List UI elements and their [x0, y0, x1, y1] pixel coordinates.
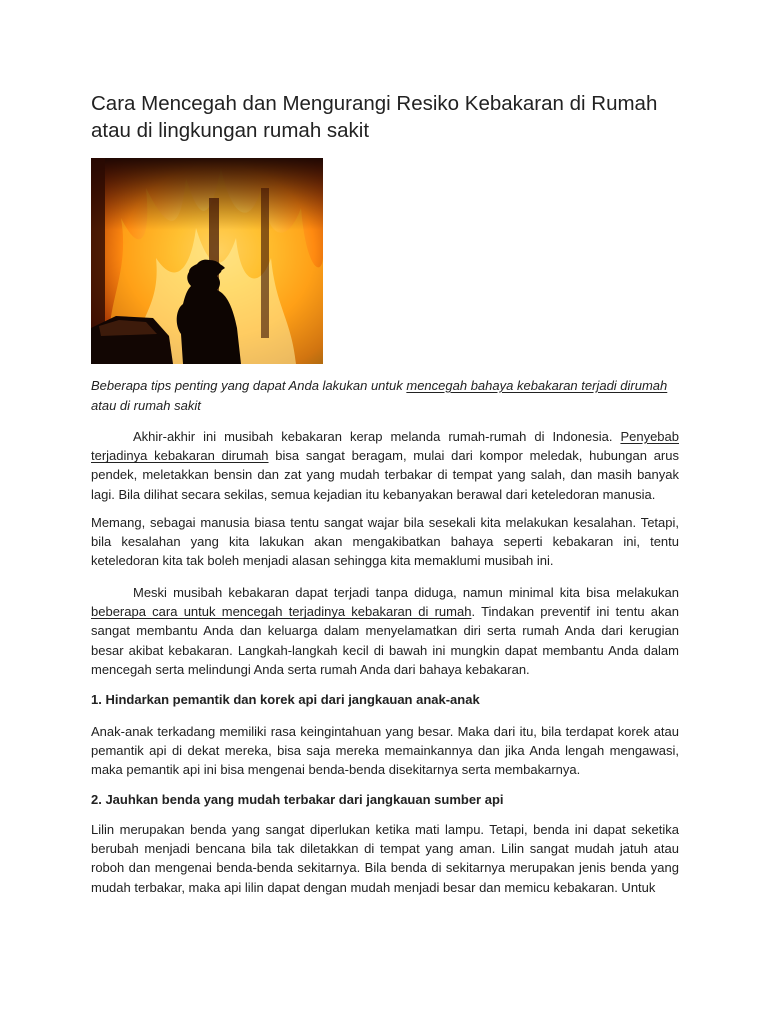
section-heading-2: 2. Jauhkan benda yang mudah terbakar dari jangkauan sumber api — [91, 792, 504, 807]
article-title: Cara Mencegah dan Mengurangi Resiko Kebakaran di Rumah atau di lingkungan rumah sakit — [91, 92, 658, 142]
image-caption: Beberapa tips penting yang dapat Anda lakukan untuk mencegah bahaya kebakaran terjadi dirumah atau di rumah sakit — [91, 378, 668, 413]
paragraph-anak: Anak-anak terkadang memiliki rasa keingintahuan yang besar. Maka dari itu, bila terdapat korek atau pemantik api di dekat mereka, bisa saja mereka memainkannya dan jika Anda lengah mengawasi, maka pemantik api ini bisa mengenai benda-benda disekitarnya serta membakarnya. — [91, 724, 679, 778]
paragraph-memang: Memang, sebagai manusia biasa tentu sangat wajar bila sesekali kita melakukan kesalahan. Tetapi, bila kesalahan yang kita lakukan akan mengakibatkan bahaya seperti kebakaran ini, tentu keteledoran kita tak boleh menjadi alasan sehingga kita memaklumi musibah ini. — [91, 515, 679, 569]
section-heading-1: 1. Hindarkan pemantik dan korek api dari jangkauan anak-anak — [91, 692, 480, 707]
paragraph-meski: Meski musibah kebakaran dapat terjadi tanpa diduga, namun minimal kita bisa melakukan beberapa cara untuk mencegah terjadinya kebakaran di rumah. Tindakan preventif ini tentu akan sangat membantu Anda dan keluarga dalam menyelamatkan diri serta rumah Anda dari kerugian besar akibat kebakaran. Langkah-langkah kecil di bawah ini mungkin dapat membantu Anda dalam mencegah serta melindungi Anda serta rumah Anda dari bahaya kebakaran. — [91, 585, 679, 677]
paragraph-intro: Akhir-akhir ini musibah kebakaran kerap melanda rumah-rumah di Indonesia. Penyebab terjadinya kebakaran dirumah bisa sangat beragam, mulai dari kompor meledak, hubungan arus pendek, meletakkan bensin dan zat yang mudah terbakar di tempat yang salah, dan masih banyak lagi. Bila dilihat secara sekilas, semua kejadian itu kebanyakan berawal dari keteledoran manusia. — [91, 429, 679, 502]
fire-photo — [91, 158, 323, 364]
penyebab-link[interactable]: Penyebab terjadinya kebakaran dirumah — [91, 429, 679, 464]
paragraph-lilin: Lilin merupakan benda yang sangat diperlukan ketika mati lampu. Tetapi, benda ini dapat seketika berubah menjadi bencana bila tak diletakkan di tempat yang aman. Lilin sangat mudah jatuh atau roboh dan mengenai benda-benda sekitarnya. Bila benda di sekitarnya merupakan jenis benda yang mudah terbakar, maka api lilin dapat dengan mudah menjadi besar dan memicu kebakaran. Untuk — [91, 822, 679, 895]
caption-link[interactable]: mencegah bahaya kebakaran terjadi dirumah — [406, 378, 668, 393]
cara-mencegah-link[interactable]: beberapa cara untuk mencegah terjadinya kebakaran di rumah — [91, 604, 472, 620]
